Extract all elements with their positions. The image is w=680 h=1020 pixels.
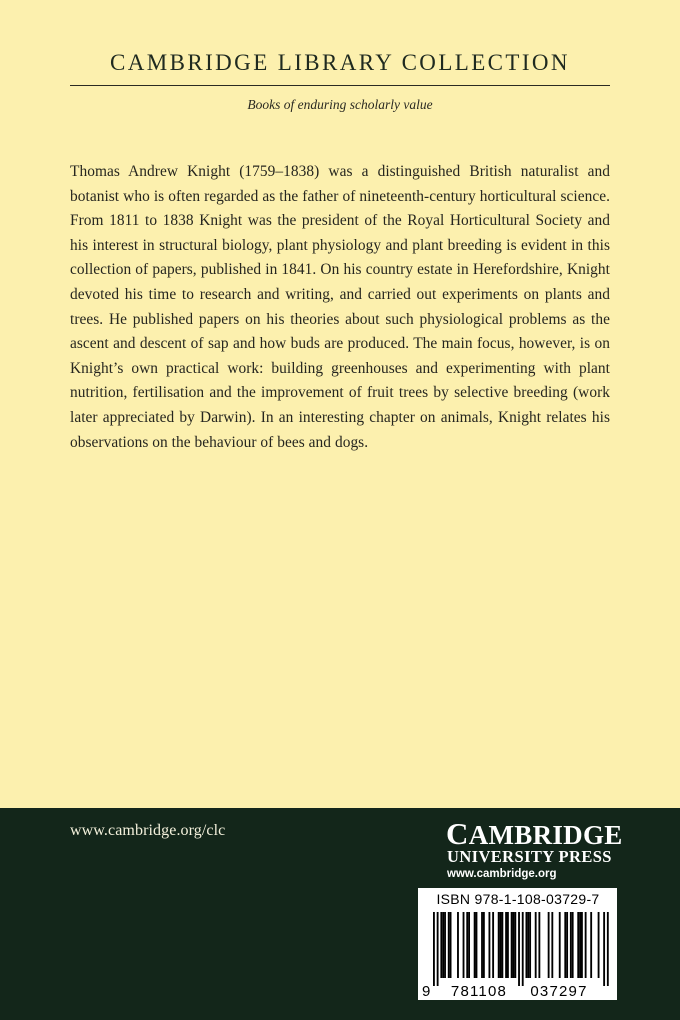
barcode-digits-right: 037297	[530, 983, 588, 1000]
publisher-logo-press: UNIVERSITY PRESS	[447, 847, 612, 866]
barcode-bar	[551, 912, 553, 978]
series-tagline: Books of enduring scholarly value	[247, 97, 433, 112]
barcode-guard-bar	[433, 912, 435, 986]
barcode-bar	[450, 912, 452, 978]
barcode-bar	[498, 912, 500, 978]
barcode-bar	[440, 912, 442, 978]
footer-band	[0, 808, 680, 1020]
barcode-bar	[577, 912, 579, 978]
barcode-bar	[507, 912, 509, 978]
book-description: Thomas Andrew Knight (1759–1838) was a distinguished British naturalist and botanist who is often regarded as the father of nineteenth-century horticultural science. From 1811 to 1838 Knight was the president of the Royal Horticultural Society and his interest in structural biology, plant physiology and plant breeding is evident in this collection of papers, published in 1841. On his country estate in Herefordshire, Knight devoted his time to research and writing, and carried out experiments on plants and trees. He published papers on his theories about such physiological problems as the ascent and descent of sap and how buds are produced. The main focus, however, is on Knight’s own practical work: building greenhouses and experimenting with plant nutrition, fertilisation and the improvement of fruit trees by selective breeding (work later appreciated by Darwin). In an interesting chapter on animals, Knight relates his observations on the behaviour of bees and dogs.	[70, 163, 610, 451]
barcode-bar	[513, 912, 515, 978]
isbn-barcode	[418, 888, 617, 1000]
barcode-bar	[476, 912, 478, 978]
barcode-digits-left: 781108	[450, 983, 508, 1000]
barcode-bar	[564, 912, 566, 978]
barcode-bar	[572, 912, 574, 978]
barcode-bar	[466, 912, 468, 978]
barcode-bar	[511, 912, 513, 978]
barcode-bar	[505, 912, 507, 978]
barcode-graphic	[418, 909, 617, 1000]
barcode-guard-bar	[518, 912, 520, 986]
publisher-logo-rest: AMBRIDGE	[468, 820, 623, 850]
barcode-bar	[481, 912, 483, 978]
barcode-digit-first: 9	[422, 983, 431, 1000]
barcode-bar	[585, 912, 587, 978]
barcode-guard-bar	[522, 912, 524, 986]
barcode-bar	[474, 912, 476, 978]
barcode-bar	[442, 912, 444, 978]
barcode-bar	[559, 912, 561, 978]
barcode-bar	[489, 912, 491, 978]
barcode-bar	[581, 912, 583, 978]
barcode-bar	[570, 912, 572, 978]
barcode-bar	[598, 912, 600, 978]
barcode-bar	[566, 912, 568, 978]
barcode-bar	[448, 912, 450, 978]
barcode-bar	[457, 912, 459, 978]
barcode-bar	[468, 912, 470, 978]
series-title: CAMBRIDGE LIBRARY COLLECTION	[110, 50, 570, 75]
barcode-bar	[579, 912, 581, 978]
barcode-guard-bar	[607, 912, 609, 986]
barcode-bar	[527, 912, 529, 978]
barcode-bar	[590, 912, 592, 978]
barcode-bar	[526, 912, 528, 978]
barcode-guard-bar	[437, 912, 439, 986]
barcode-guard-bar	[603, 912, 605, 986]
barcode-bar	[463, 912, 465, 978]
barcode-bar	[535, 912, 537, 978]
series-website-link[interactable]: www.cambridge.org/clc	[70, 822, 226, 839]
barcode-bar	[444, 912, 446, 978]
title-divider	[70, 85, 610, 86]
publisher-logo-initial: C	[446, 816, 469, 851]
barcode-bar	[500, 912, 502, 978]
barcode-bar	[548, 912, 550, 978]
barcode-bar	[529, 912, 531, 978]
isbn-label: ISBN 978-1-108-03729-7	[436, 891, 600, 907]
publisher-website-link[interactable]: www.cambridge.org	[447, 868, 557, 880]
barcode-bar	[483, 912, 485, 978]
barcode-bar	[538, 912, 540, 978]
barcode-bar	[514, 912, 516, 978]
barcode-bar	[492, 912, 494, 978]
barcode-bar	[501, 912, 503, 978]
